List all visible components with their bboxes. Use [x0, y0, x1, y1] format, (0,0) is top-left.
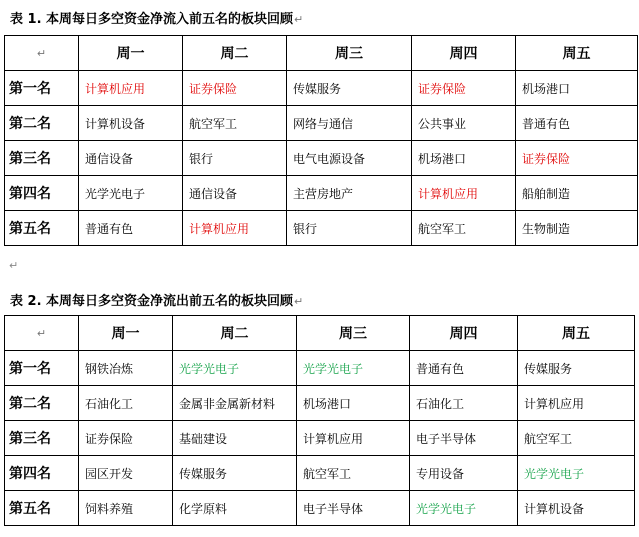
sector-cell: 传媒服务 — [173, 456, 297, 491]
sector-cell: 钢铁冶炼 — [79, 351, 173, 386]
sector-cell: 船舶制造 — [516, 176, 638, 211]
sector-cell: 电子半导体 — [410, 421, 518, 456]
sector-cell: 电气电源设备 — [287, 141, 412, 176]
sector-cell: 网络与通信 — [287, 106, 412, 141]
rank-label: 第一名 — [5, 71, 79, 106]
sector-cell: 基础建设 — [173, 421, 297, 456]
sector-cell: 普通有色 — [410, 351, 518, 386]
table-row — [5, 141, 638, 176]
sector-cell: 公共事业 — [412, 106, 516, 141]
outflow-top5-table — [4, 315, 635, 526]
day-header: 周三 — [287, 36, 412, 71]
sector-cell: 石油化工 — [79, 386, 173, 421]
table2-caption-text: 表 2. 本周每日多空资金净流出前五名的板块回顾 — [10, 294, 294, 309]
day-header: 周二 — [173, 316, 297, 351]
sector-cell: 计算机应用 — [297, 421, 410, 456]
sector-cell: 机场港口 — [297, 386, 410, 421]
sector-cell: 计算机应用 — [183, 211, 287, 246]
rank-label: 第五名 — [5, 211, 79, 246]
day-header: 周一 — [79, 36, 183, 71]
sector-cell: 计算机设备 — [518, 491, 635, 526]
day-header: 周二 — [183, 36, 287, 71]
sector-cell: 通信设备 — [183, 176, 287, 211]
return-arrow-icon: ↵ — [36, 326, 47, 340]
sector-cell: 银行 — [183, 141, 287, 176]
sector-cell: 证券保险 — [183, 71, 287, 106]
table-row — [5, 491, 635, 526]
table-header-row — [5, 316, 635, 351]
table-row — [5, 71, 638, 106]
sector-cell: 生物制造 — [516, 211, 638, 246]
sector-cell: 光学光电子 — [297, 351, 410, 386]
day-header: 周三 — [297, 316, 410, 351]
rank-label: 第四名 — [5, 456, 79, 491]
corner-cell — [5, 316, 79, 351]
day-header: 周四 — [410, 316, 518, 351]
sector-cell: 主营房地产 — [287, 176, 412, 211]
sector-cell: 航空军工 — [518, 421, 635, 456]
sector-cell: 航空军工 — [297, 456, 410, 491]
sector-cell: 光学光电子 — [173, 351, 297, 386]
sector-cell: 园区开发 — [79, 456, 173, 491]
table1-caption-text: 表 1. 本周每日多空资金净流入前五名的板块回顾 — [10, 12, 294, 27]
inflow-top5-table — [4, 35, 638, 246]
sector-cell: 通信设备 — [79, 141, 183, 176]
day-header: 周四 — [412, 36, 516, 71]
return-arrow-icon: ↵ — [294, 13, 304, 26]
sector-cell: 证券保险 — [412, 71, 516, 106]
day-header: 周一 — [79, 316, 173, 351]
rank-label: 第二名 — [5, 386, 79, 421]
sector-cell: 航空军工 — [412, 211, 516, 246]
table-row — [5, 176, 638, 211]
table1-caption — [10, 8, 303, 27]
rank-label: 第四名 — [5, 176, 79, 211]
sector-cell: 证券保险 — [516, 141, 638, 176]
sector-cell: 光学光电子 — [518, 456, 635, 491]
table-row — [5, 106, 638, 141]
rank-label: 第五名 — [5, 491, 79, 526]
sector-cell: 传媒服务 — [518, 351, 635, 386]
sector-cell: 光学光电子 — [79, 176, 183, 211]
sector-cell: 机场港口 — [516, 71, 638, 106]
sector-cell: 化学原料 — [173, 491, 297, 526]
rank-label: 第二名 — [5, 106, 79, 141]
sector-cell: 计算机设备 — [79, 106, 183, 141]
sector-cell: 普通有色 — [516, 106, 638, 141]
sector-cell: 光学光电子 — [410, 491, 518, 526]
table-row — [5, 421, 635, 456]
sector-cell: 计算机应用 — [412, 176, 516, 211]
table-row — [5, 211, 638, 246]
return-arrow-icon: ↵ — [9, 259, 19, 272]
rank-label: 第三名 — [5, 421, 79, 456]
sector-cell: 专用设备 — [410, 456, 518, 491]
rank-label: 第一名 — [5, 351, 79, 386]
sector-cell: 证券保险 — [79, 421, 173, 456]
sector-cell: 饲料养殖 — [79, 491, 173, 526]
sector-cell: 传媒服务 — [287, 71, 412, 106]
sector-cell: 普通有色 — [79, 211, 183, 246]
day-header: 周五 — [518, 316, 635, 351]
sector-cell: 计算机应用 — [518, 386, 635, 421]
sector-cell: 金属非金属新材料 — [173, 386, 297, 421]
table2-caption — [10, 290, 303, 309]
sector-cell: 银行 — [287, 211, 412, 246]
return-arrow-icon: ↵ — [294, 295, 304, 308]
table-row — [5, 386, 635, 421]
sector-cell: 电子半导体 — [297, 491, 410, 526]
sector-cell: 机场港口 — [412, 141, 516, 176]
rank-label: 第三名 — [5, 141, 79, 176]
sector-cell: 航空军工 — [183, 106, 287, 141]
sector-cell: 石油化工 — [410, 386, 518, 421]
sector-cell: 计算机应用 — [79, 71, 183, 106]
day-header: 周五 — [516, 36, 638, 71]
table-row — [5, 456, 635, 491]
table-header-row — [5, 36, 638, 71]
table-row — [5, 351, 635, 386]
corner-cell — [5, 36, 79, 71]
return-arrow-icon: ↵ — [36, 46, 47, 60]
